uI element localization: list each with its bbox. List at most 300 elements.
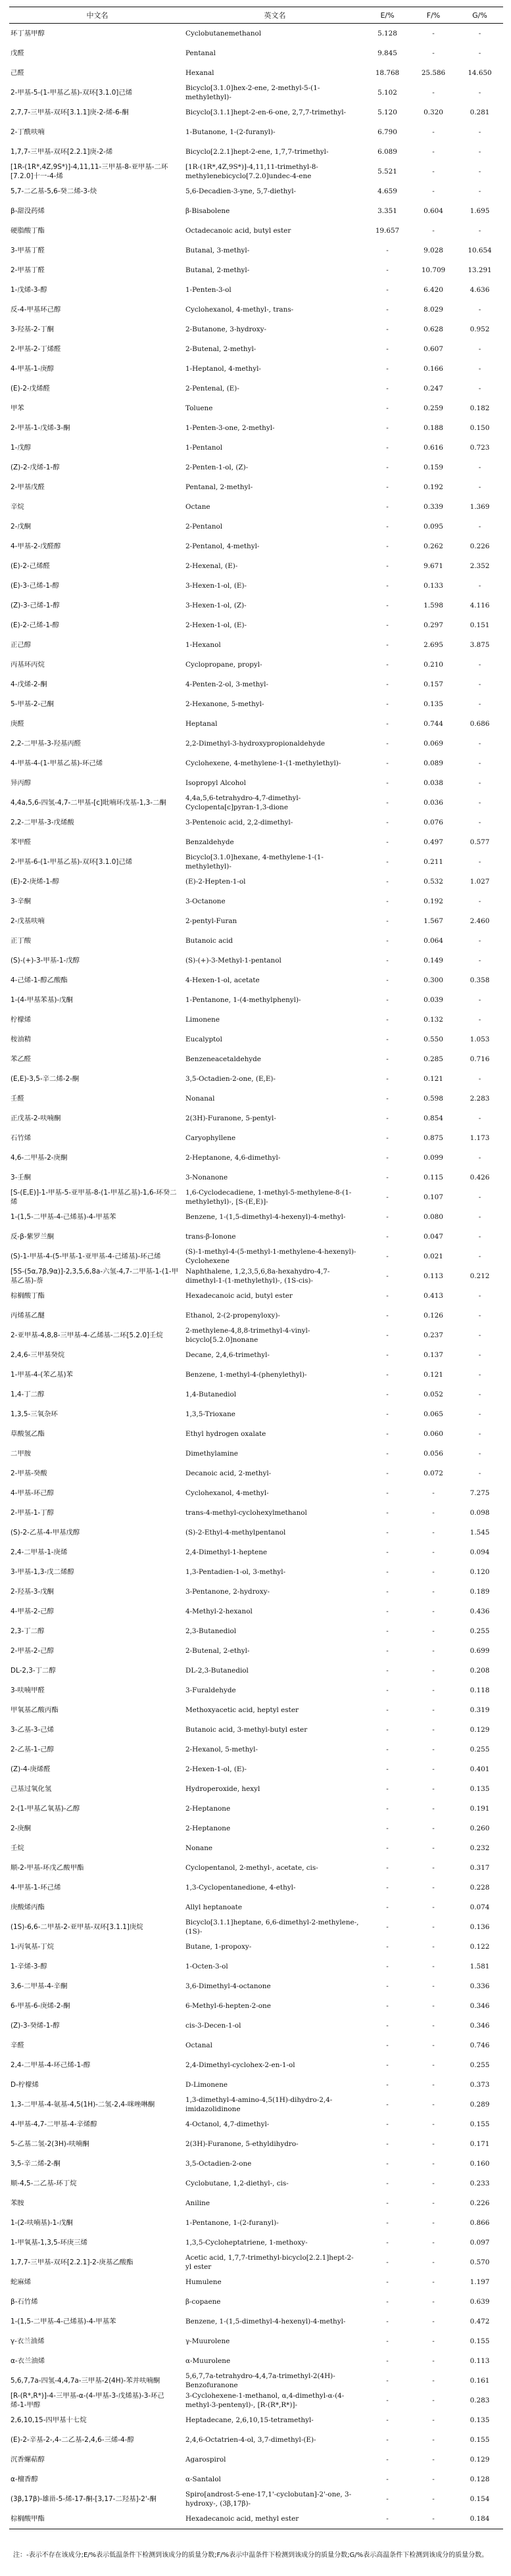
english-name-cell: 1,3-Cyclopentanedione, 4-ethyl- (185, 1884, 296, 1892)
g-value-cell: 0.182 (470, 404, 490, 412)
chinese-name-cell: D-柠檬烯 (11, 2081, 39, 2089)
table-row (9, 2233, 503, 2253)
table-row (9, 83, 503, 103)
g-value-cell: 0.373 (470, 2081, 490, 2089)
table-row (9, 24, 503, 43)
chinese-name-cell: 2-甲基-癸酸 (11, 1469, 47, 1477)
english-name-cell: 2(3H)-Furanone, 5-pentyl- (185, 1114, 276, 1122)
english-name-cell: D-Limonene (185, 2081, 228, 2089)
compound-table (9, 7, 503, 2529)
f-value-cell: 0.064 (424, 937, 443, 945)
f-value-cell: 0.157 (424, 680, 443, 688)
chinese-name-cell: 3-羟基-2-丁酮 (11, 325, 55, 333)
e-value-cell: - (386, 838, 389, 846)
chinese-name-cell: 蛇麻烯 (11, 2278, 32, 2286)
english-name-cell: 2-Butanone, 3-hydroxy- (185, 325, 267, 333)
g-value-cell: 0.189 (470, 1588, 490, 1596)
chinese-name-cell: (Z)-2-戊烯-1-醇 (11, 464, 60, 471)
english-name-cell: Cyclopropane, propyl- (185, 661, 262, 669)
e-value-cell: - (386, 602, 389, 609)
english-name-cell: 3,5-Octadien-2-one, (E,E)- (185, 1075, 276, 1083)
english-name-cell: trans-4-methyl-cyclohexylmethanol (185, 1509, 307, 1517)
e-value-cell: - (386, 582, 389, 590)
english-name-cell: Toluene (185, 404, 213, 412)
chinese-name-cell: 5-乙基二氢-2(3H)-呋喃酮 (11, 2140, 89, 2148)
table-row (9, 556, 503, 576)
english-name-cell: Heptanal (185, 720, 218, 728)
table-row (9, 181, 503, 201)
table-header (9, 7, 503, 23)
chinese-name-cell: 苯胺 (11, 2199, 24, 2207)
table-row (9, 63, 503, 83)
f-value-cell: - (432, 1825, 435, 1832)
f-value-cell: 0.021 (424, 1252, 443, 1260)
english-name-cell: β-copaene (185, 2298, 221, 2306)
f-value-cell: - (432, 2022, 435, 2030)
chinese-name-cell: 2-甲基-1-戊烯-3-酮 (11, 424, 70, 432)
f-value-cell: - (432, 2337, 435, 2345)
chinese-name-cell: 1-戊烯-3-醇 (11, 286, 47, 294)
e-value-cell: - (386, 1391, 389, 1398)
f-value-cell: 0.320 (424, 108, 443, 116)
chinese-name-cell: 棕榈酸甲酯 (11, 2515, 45, 2523)
table-row (9, 1957, 503, 1976)
f-value-cell: 2.695 (424, 641, 443, 649)
english-name-cell: 2-Heptanone (185, 1805, 231, 1813)
g-value-cell: 0.094 (470, 1548, 490, 1556)
f-value-cell: 0.210 (424, 661, 443, 669)
table-row (9, 438, 503, 458)
f-value-cell: - (432, 2180, 435, 2187)
f-value-cell: - (432, 1982, 435, 1990)
chinese-name-cell: 2,6,10,15-四甲基十七烷 (11, 2416, 87, 2424)
chinese-name-cell: 5-甲基-2-己酮 (11, 700, 55, 708)
chinese-name-cell: 4-甲基-1-环己烯 (11, 1884, 61, 1892)
chinese-name-cell: 3-壬酮 (11, 1174, 32, 1181)
f-value-cell: 0.115 (424, 1174, 443, 1181)
f-value-cell: 0.744 (424, 720, 443, 728)
g-value-cell: - (478, 1450, 481, 1458)
g-value-cell: - (478, 1193, 481, 1201)
f-value-cell: 0.192 (424, 483, 443, 491)
g-value-cell: 1.027 (470, 878, 490, 886)
g-value-cell: - (478, 148, 481, 156)
g-value-cell: 1.545 (470, 1529, 490, 1537)
g-value-cell: 0.319 (470, 1706, 490, 1714)
g-value-cell: 0.171 (470, 2140, 490, 2148)
f-value-cell: 0.875 (424, 1134, 443, 1142)
english-name-cell: 2-Hexen-1-ol, (E)- (185, 621, 247, 629)
f-value-cell: 0.262 (424, 542, 443, 550)
table-row (9, 1010, 503, 1030)
f-value-cell: - (432, 2140, 435, 2148)
english-name-cell: Cyclohexene, 4-methylene-1-(1-methylethyl)- (185, 759, 341, 767)
g-value-cell: 0.260 (470, 1825, 490, 1832)
f-value-cell: - (432, 1844, 435, 1852)
g-value-cell: 0.160 (470, 2160, 490, 2168)
g-value-cell: 1.581 (470, 1963, 490, 1970)
chinese-name-cell: 丙基环丙烷 (11, 661, 45, 669)
f-value-cell: 0.056 (424, 1450, 443, 1458)
chinese-name-cell: 2-甲基丁醛 (11, 266, 45, 274)
g-value-cell: 0.577 (470, 838, 490, 846)
g-value-cell: 0.151 (470, 621, 490, 629)
e-value-cell: - (386, 404, 389, 412)
english-name-cell: 5,6,7,7a-tetrahydro-4,4,7a-trimethyl-2(4H)-Benzofuranone (185, 2372, 335, 2389)
english-name-cell: 2-Hexanone, 5-methyl- (185, 700, 264, 708)
english-name-cell: Methoxyacetic acid, heptyl ester (185, 1706, 299, 1714)
g-value-cell: 4.116 (470, 602, 490, 609)
english-name-cell: 1-Heptanol, 4-methyl- (185, 365, 261, 373)
english-name-cell: Pentanal, 2-methyl- (185, 483, 253, 491)
english-name-cell: Bicyclo[3.1.0]hexane, 4-methylene-1-(1-methylethyl)- (185, 853, 324, 871)
english-name-cell: 2(3H)-Furanone, 5-ethyldihydro- (185, 2140, 299, 2148)
table-row (9, 1937, 503, 1957)
f-value-cell: 0.060 (424, 1430, 443, 1438)
e-value-cell: - (386, 1805, 389, 1813)
e-value-cell: - (386, 1686, 389, 1694)
f-value-cell: 1.598 (424, 602, 443, 609)
e-value-cell: - (386, 1351, 389, 1359)
g-value-cell: 0.281 (470, 108, 490, 116)
english-name-cell: Octadecanoic acid, butyl ester (185, 227, 291, 235)
f-value-cell: 0.080 (424, 1213, 443, 1221)
english-name-cell: Butanoic acid, 3-methyl-butyl ester (185, 1726, 308, 1734)
e-value-cell: - (386, 503, 389, 511)
f-value-cell: 9.028 (424, 247, 443, 254)
table-row (9, 1897, 503, 1917)
table-row (9, 1542, 503, 1562)
table-row (9, 1227, 503, 1247)
chinese-name-cell: (E)-3-己烯-1-醇 (11, 582, 60, 590)
chinese-name-cell: 4-甲基-1-庚醇 (11, 365, 55, 373)
table-row (9, 1523, 503, 1542)
f-value-cell: - (432, 49, 435, 57)
english-name-cell: Eucalyptol (185, 1036, 222, 1043)
english-name-cell: 4-Hexen-1-ol, acetate (185, 976, 260, 984)
chinese-name-cell: 甲氧基乙酸丙酯 (11, 1706, 59, 1714)
chinese-name-cell: 2-乙基-1-己醇 (11, 1746, 55, 1753)
table-row (9, 1365, 503, 1385)
english-name-cell: trans-β-Ionone (185, 1233, 236, 1241)
table-row (9, 2371, 503, 2391)
f-value-cell: - (432, 1548, 435, 1556)
e-value-cell: - (386, 266, 389, 274)
g-value-cell: 0.228 (470, 1884, 490, 1892)
g-value-cell: 0.129 (470, 2456, 490, 2464)
chinese-name-cell: (E)-2-戊烯醛 (11, 385, 50, 393)
f-value-cell: 0.159 (424, 464, 443, 471)
g-value-cell: 0.226 (470, 542, 490, 550)
table-row (9, 1858, 503, 1878)
table-row (9, 1917, 503, 1937)
chinese-name-cell: 苯甲醛 (11, 838, 32, 846)
f-value-cell: - (432, 2436, 435, 2444)
chinese-name-cell: (Z)-3-己烯-1-醇 (11, 602, 60, 609)
e-value-cell: - (386, 1923, 389, 1931)
table-row (9, 103, 503, 122)
english-name-cell: 2-Heptanone (185, 1825, 231, 1832)
g-value-cell: - (478, 49, 481, 57)
e-value-cell: - (386, 2377, 389, 2385)
e-value-cell: 9.845 (377, 49, 397, 57)
header-g-percent: G/% (472, 11, 487, 20)
english-name-cell: 3-Nonanone (185, 1174, 228, 1181)
e-value-cell: - (386, 2120, 389, 2128)
chinese-name-cell: α-檀香醇 (11, 2475, 38, 2483)
e-value-cell: - (386, 976, 389, 984)
chinese-name-cell: 1-辛烯-3-醇 (11, 1963, 47, 1970)
g-value-cell: 0.136 (470, 1923, 490, 1931)
chinese-name-cell: γ-衣兰油烯 (11, 2337, 45, 2345)
table-row (9, 2036, 503, 2055)
chinese-name-cell: β-石竹烯 (11, 2298, 38, 2306)
f-value-cell: 0.039 (424, 996, 443, 1004)
table-row (9, 596, 503, 615)
english-name-cell: Spiro[androst-5-ene-17,1'-cyclobutan]-2'-one, 3-hydroxy-, (3β,17β)- (185, 2491, 352, 2508)
english-name-cell: 3-Cyclohexene-1-methanol, α,4-dimethyl-α-(4-methyl-3-pentenyl)-, [R-(R*,R*)]- (185, 2392, 345, 2409)
english-name-cell: 2-Butenal, 2-methyl- (185, 345, 256, 353)
english-name-cell: Agarospirol (185, 2456, 226, 2464)
g-value-cell: 0.866 (470, 2219, 490, 2227)
chinese-name-cell: [1R-(1R*,4Z,9S*)]-4,11,11-三甲基-8-亚甲基-二环[7.2.0]十一-4-烯 (11, 163, 168, 180)
english-name-cell: 1-Butanone, 1-(2-furanyl)- (185, 128, 276, 136)
english-name-cell: 4,4a,5,6-tetrahydro-4,7-dimethyl-Cyclopenta[c]pyran-1,3-dione (185, 794, 301, 811)
table-row (9, 1325, 503, 1345)
g-value-cell: - (478, 464, 481, 471)
table-row (9, 694, 503, 714)
e-value-cell: - (386, 2041, 389, 2049)
english-name-cell: 2-Pentanol, 4-methyl- (185, 542, 260, 550)
chinese-name-cell: [S-(E,E)]-1-甲基-5-亚甲基-8-(1-甲基乙基)-1,6-环癸二烯 (11, 1189, 177, 1206)
g-value-cell: - (478, 187, 481, 195)
f-value-cell: 0.300 (424, 976, 443, 984)
english-name-cell: 2-Hexanol, 5-methyl- (185, 1746, 258, 1753)
f-value-cell: - (432, 2041, 435, 2049)
table-row (9, 2174, 503, 2193)
english-name-cell: 3-Pentenoic acid, 2,2-dimethyl- (185, 819, 293, 826)
chinese-name-cell: 1,4-丁二醇 (11, 1391, 45, 1398)
chinese-name-cell: 2-甲基-2-丁烯醛 (11, 345, 61, 353)
english-name-cell: Nonanal (185, 1095, 215, 1103)
chinese-name-cell: 1,3-二甲基-4-氨基-4,5(1H)-二氢-2,4-咪唑啉酮 (11, 2101, 155, 2109)
f-value-cell: - (432, 1568, 435, 1576)
g-value-cell: 0.191 (470, 1805, 490, 1813)
chinese-name-cell: 2-(1-甲基乙氧基)-乙醇 (11, 1805, 80, 1813)
f-value-cell: 0.616 (424, 444, 443, 452)
e-value-cell: - (386, 1864, 389, 1872)
g-value-cell: - (478, 1331, 481, 1339)
header-e-percent: E/% (380, 11, 395, 20)
english-name-cell: (E)-2-Hepten-1-ol (185, 878, 246, 886)
english-name-cell: Benzene, 1-(1,5-dimethyl-4-hexenyl)-4-methyl- (185, 1213, 346, 1221)
chinese-name-cell: 正戊基-2-呋喃酮 (11, 1114, 61, 1122)
table-row (9, 1404, 503, 1424)
chinese-name-cell: 庚醛 (11, 720, 24, 728)
f-value-cell: - (432, 2120, 435, 2128)
table-row (9, 1464, 503, 1483)
f-value-cell: 0.069 (424, 740, 443, 748)
e-value-cell: - (386, 2180, 389, 2187)
english-name-cell: Naphthalene, 1,2,3,5,6,8a-hexahydro-4,7-dimethyl-1-(1-methylethyl)-, (1S-cis)- (185, 1268, 330, 1285)
g-value-cell: - (478, 1371, 481, 1379)
g-value-cell: 7.275 (470, 1489, 490, 1497)
g-value-cell: - (478, 1351, 481, 1359)
table-row (9, 1148, 503, 1168)
table-row (9, 2410, 503, 2430)
table-row (9, 1878, 503, 1897)
f-value-cell: 0.211 (424, 858, 443, 866)
chinese-name-cell: 草酸氢乙酯 (11, 1430, 45, 1438)
f-value-cell: - (432, 2495, 435, 2503)
e-value-cell: - (386, 1469, 389, 1477)
chinese-name-cell: 1-(1,5-二甲基-4-己烯基)-4-甲基苯 (11, 2318, 116, 2326)
chinese-name-cell: 4-甲基-4,7-二甲基-4-辛烯醇 (11, 2120, 97, 2128)
e-value-cell: 19.657 (375, 227, 400, 235)
f-value-cell: 0.052 (424, 1391, 443, 1398)
chinese-name-cell: 2,4,6-三甲基癸烷 (11, 1351, 65, 1359)
g-value-cell: - (478, 661, 481, 669)
table-row (9, 2055, 503, 2075)
chinese-name-cell: 1,7,7-三甲基-双环[2.2.1]庚-2-烯 (11, 148, 113, 156)
chinese-name-cell: 苯乙醛 (11, 1055, 32, 1063)
e-value-cell: - (386, 1608, 389, 1615)
table-row (9, 872, 503, 892)
table-row (9, 813, 503, 832)
g-value-cell: 0.122 (470, 1943, 490, 1951)
chinese-name-cell: (S)-2-乙基-4-甲基戊醇 (11, 1529, 80, 1537)
e-value-cell: - (386, 345, 389, 353)
e-value-cell: - (386, 1884, 389, 1892)
english-name-cell: Bicyclo[2.2.1]hept-2-ene, 1,7,7-trimethyl- (185, 148, 329, 156)
e-value-cell: - (386, 1963, 389, 1970)
e-value-cell: - (386, 641, 389, 649)
e-value-cell: - (386, 385, 389, 393)
g-value-cell: 0.317 (470, 1864, 490, 1872)
chinese-name-cell: (E)-2-己烯-1-醇 (11, 621, 60, 629)
f-value-cell: 0.532 (424, 878, 443, 886)
e-value-cell: - (386, 1844, 389, 1852)
f-value-cell: - (432, 2081, 435, 2089)
e-value-cell: - (386, 1765, 389, 1773)
g-value-cell: - (478, 1075, 481, 1083)
english-name-cell: α-Santalol (185, 2475, 221, 2483)
chinese-name-cell: 4-甲基-4-(1-甲基乙基)-环己烯 (11, 759, 103, 767)
e-value-cell: - (386, 2475, 389, 2483)
table-row (9, 714, 503, 734)
english-name-cell: Hydroperoxide, hexyl (185, 1785, 260, 1793)
e-value-cell: - (386, 2357, 389, 2365)
chinese-name-cell: α-衣兰油烯 (11, 2357, 45, 2365)
table-row (9, 892, 503, 911)
e-value-cell: - (386, 2278, 389, 2286)
g-value-cell: 0.699 (470, 1647, 490, 1655)
f-value-cell: 25.586 (421, 69, 446, 77)
e-value-cell: - (386, 1647, 389, 1655)
f-value-cell: - (432, 2199, 435, 2207)
g-value-cell: - (478, 1469, 481, 1477)
e-value-cell: - (386, 2199, 389, 2207)
english-name-cell: [1R-(1R*,4Z,9S*)]-4,11,11-trimethyl-8-methylenebicyclo[7.2.0]undec-4-ene (185, 163, 318, 180)
chinese-name-cell: 3-甲基丁醛 (11, 247, 45, 254)
e-value-cell: - (386, 424, 389, 432)
g-value-cell: 0.155 (470, 2436, 490, 2444)
chinese-name-cell: 桉油精 (11, 1036, 32, 1043)
f-value-cell: 0.188 (424, 424, 443, 432)
chinese-name-cell: 顺-4,5-二乙基-环丁烷 (11, 2180, 77, 2187)
g-value-cell: 13.291 (468, 266, 492, 274)
e-value-cell: - (386, 1943, 389, 1951)
g-value-cell: 1.695 (470, 207, 490, 215)
g-value-cell: 0.255 (470, 1746, 490, 1753)
table-row (9, 2430, 503, 2450)
f-value-cell: 0.297 (424, 621, 443, 629)
english-name-cell: 4-Penten-2-ol, 3-methyl- (185, 680, 269, 688)
f-value-cell: 0.133 (424, 582, 443, 590)
e-value-cell: - (386, 1213, 389, 1221)
english-name-cell: Decanoic acid, 2-methyl- (185, 1469, 272, 1477)
english-name-cell: (S)-1-methyl-4-(5-methyl-1-methylene-4-hexenyl)-Cyclohexene (185, 1248, 356, 1265)
table-row (9, 675, 503, 694)
e-value-cell: - (386, 2239, 389, 2247)
table-row (9, 280, 503, 300)
e-value-cell: - (386, 1706, 389, 1714)
english-name-cell: Decane, 2,4,6-trimethyl- (185, 1351, 270, 1359)
table-row (9, 1819, 503, 1838)
f-value-cell: 0.413 (424, 1292, 443, 1300)
chinese-name-cell: 异丙醇 (11, 779, 32, 787)
e-value-cell: - (386, 1095, 389, 1103)
chinese-name-cell: 1-戊醇 (11, 444, 32, 452)
e-value-cell: - (386, 1529, 389, 1537)
english-name-cell: Ethyl hydrogen oxalate (185, 1430, 266, 1438)
english-name-cell: (S)-(+)-3-Methyl-1-pentanol (185, 957, 281, 965)
f-value-cell: 0.607 (424, 345, 443, 353)
g-value-cell: 0.154 (470, 2495, 490, 2503)
chinese-name-cell: 棕榈酸丁酯 (11, 1292, 45, 1300)
e-value-cell: - (386, 996, 389, 1004)
english-name-cell: Butane, 1-propoxy- (185, 1943, 252, 1951)
english-name-cell: Bicyclo[3.1.1]heptane, 6,6-dimethyl-2-methylene-, (1S)- (185, 1919, 359, 1936)
english-name-cell: (S)-2-Ethyl-4-methylpentanol (185, 1529, 286, 1537)
f-value-cell: - (432, 1903, 435, 1911)
f-value-cell: - (432, 1963, 435, 1970)
e-value-cell: - (386, 444, 389, 452)
e-value-cell: - (386, 2337, 389, 2345)
english-name-cell: 2,4-Dimethyl-1-heptene (185, 1548, 268, 1556)
e-value-cell: - (386, 1016, 389, 1024)
table-row (9, 1444, 503, 1464)
g-value-cell: 0.472 (470, 2318, 490, 2326)
table-row (9, 1700, 503, 1720)
chinese-name-cell: 2-羟基-3-戊酮 (11, 1588, 55, 1596)
table-row (9, 1582, 503, 1602)
table-row (9, 162, 503, 181)
table-row (9, 1168, 503, 1187)
e-value-cell: - (386, 1114, 389, 1122)
english-name-cell: 1,3,5-Trioxane (185, 1410, 235, 1418)
table-row (9, 1602, 503, 1621)
chinese-name-cell: 3-辛酮 (11, 897, 32, 905)
english-name-cell: 1-Penten-3-one, 2-methyl- (185, 424, 275, 432)
table-row (9, 2095, 503, 2114)
english-name-cell: 4-Methyl-2-hexanol (185, 1608, 253, 1615)
g-value-cell: 4.636 (470, 286, 490, 294)
f-value-cell: 0.038 (424, 779, 443, 787)
english-name-cell: Bicyclo[3.1.1]hept-2-en-6-one, 2,7,7-trimethyl- (185, 108, 347, 116)
chinese-name-cell: DL-2,3-丁二醇 (11, 1667, 56, 1675)
f-value-cell: 0.259 (424, 404, 443, 412)
